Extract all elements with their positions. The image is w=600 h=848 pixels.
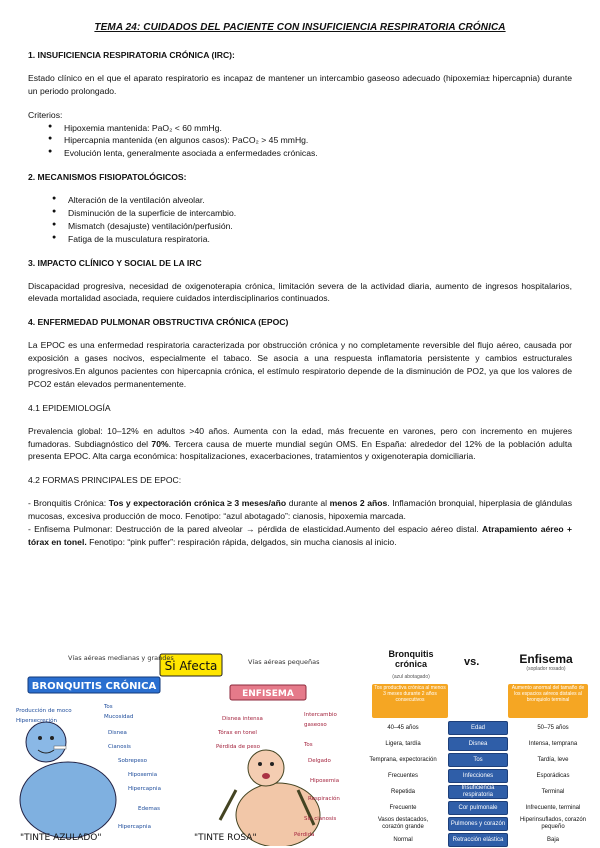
- section-heading-2: 2. MECANISMOS FISIOPATOLÓGICOS:: [28, 172, 187, 183]
- section-heading-4: 4. ENFERMEDAD PULMONAR OBSTRUCTIVA CRÓNICA (EPOC): [28, 317, 289, 328]
- blue-patient-figure: [20, 722, 116, 838]
- svg-text:Hipoxemia: Hipoxemia: [128, 772, 158, 778]
- enfisema-description: Aumento anormal del tamaño de los espacios aéreos distales al bronquiolo terminal: [508, 684, 588, 718]
- svg-text:Respiración: Respiración: [308, 796, 340, 802]
- comparison-row: [368, 816, 590, 832]
- comparison-cell: Terminal: [541, 788, 565, 795]
- comparison-row: [368, 784, 590, 800]
- comparison-row: [368, 720, 590, 736]
- comparison-cell: Infecciones: [448, 769, 508, 783]
- comparison-chart: [368, 648, 590, 848]
- comparison-row: [368, 768, 590, 784]
- comparison-cell: 50–75 años: [537, 724, 569, 731]
- list-item: ● Disminución de la superficie de intercambio.: [52, 207, 572, 220]
- comparison-cell: Esporádicas: [536, 772, 570, 779]
- list-item: ● Mismatch (desajuste) ventilación/perfusión.: [52, 220, 572, 233]
- criterios-label: Criterios:: [28, 109, 63, 120]
- list-item: ● Hipercapnia mantenida (en algunos casos): PaCO₂ > 45 mmHg.: [48, 134, 572, 147]
- comparison-cell: Temprana, expectoración: [369, 756, 437, 763]
- criterios-list: [48, 122, 572, 161]
- svg-text:gaseoso: gaseoso: [304, 722, 327, 728]
- svg-text:Intercambio: Intercambio: [304, 712, 337, 718]
- svg-text:Hipoxemia: Hipoxemia: [310, 778, 340, 784]
- vs-label: vs.: [464, 656, 480, 668]
- tinte-azulado-caption: "TINTE AZULADO": [20, 833, 102, 843]
- comparison-cell: Insuficiencia respiratoria: [448, 785, 508, 799]
- svg-text:Pérdida de peso: Pérdida de peso: [216, 744, 261, 750]
- svg-text:Producción de moco: Producción de moco: [16, 708, 72, 714]
- svg-text:Tórax en tonel: Tórax en tonel: [218, 730, 257, 736]
- bronquitis-label: BRONQUITIS CRÓNICA: [31, 681, 157, 692]
- enfisema-label: ENFISEMA: [242, 689, 294, 699]
- comparison-row: [368, 736, 590, 752]
- comparison-cell: Intensa, temprana: [528, 740, 578, 747]
- bronquitis-paragraph: - Bronquitis Crónica: Tos y expectoración crónica ≥ 3 meses/año durante al menos 2 años. Inflamación bronquial, hiperplasia de glándulas mucosas, excesiva producción de moco. Fenotipo: “azul abotagado”: cianosis, hipoxemia marcada.: [28, 498, 573, 522]
- comparison-cell: Edad: [448, 721, 508, 735]
- enfisema-paragraph: - Enfisema Pulmonar: Destrucción de la pared alveolar → pérdida de elasticidad.Aumento del espacio aéreo distal. Atrapamiento aéreo + tórax en tonel. Fenotipo: “pink puffer”: respiración rápida, delgados, sin mucha cianosis al inicio.: [28, 524, 572, 547]
- list-item: ● Fatiga de la musculatura respiratoria.: [52, 233, 572, 246]
- svg-text:Tos: Tos: [304, 742, 313, 748]
- list-item: ● Evolución lenta, generalmente asociada a enfermedades crónicas.: [48, 147, 572, 160]
- mecanismos-list: [52, 194, 572, 246]
- si-afecta-label: Si Afecta: [164, 659, 218, 673]
- comparison-cell: Infrecuente, terminal: [525, 804, 581, 811]
- comparison-cell: Tardía, leve: [537, 756, 569, 763]
- bronquitis-subtitle: (azul abotagado): [392, 674, 430, 680]
- comparison-row: [368, 800, 590, 816]
- section-4-paragraph: La EPOC es una enfermedad respiratoria caracterizada por obstrucción crónica y no completamente reversible del flujo aéreo, causada por exposición a gases nocivos, especialmente el tabaco. Se asocia a una respuesta inflamatoria persistente y cambios estructurales progresivos.En algunos pacientes con hipercapnia crónica, el estímulo respiratorio depende de la disminución de PO2, ya que los valores de PCO2 están elevados permanentemente.: [28, 340, 572, 389]
- svg-text:Sin cianosis: Sin cianosis: [304, 816, 337, 822]
- svg-text:Hipercapnia: Hipercapnia: [118, 824, 151, 830]
- list-item: ● Alteración de la ventilación alveolar.: [52, 194, 572, 207]
- svg-text:Disnea: Disnea: [108, 730, 127, 736]
- svg-text:Edemas: Edemas: [138, 806, 160, 812]
- comparison-cell: Normal: [393, 836, 413, 843]
- svg-text:Hipersecreción: Hipersecreción: [16, 718, 58, 724]
- section-heading-1: 1. INSUFICIENCIA RESPIRATORIA CRÓNICA (IRC):: [28, 50, 235, 60]
- list-item: ● Hipoxemia mantenida: PaO₂ < 60 mmHg.: [48, 122, 572, 135]
- svg-text:Disnea intensa: Disnea intensa: [222, 716, 263, 722]
- comparison-cell: 40–45 años: [387, 724, 419, 731]
- comparison-cell: Vasos destacados, corazón grande: [377, 817, 429, 830]
- enfisema-subtitle: (soplador rosado): [526, 666, 566, 672]
- page-title: TEMA 24: CUIDADOS DEL PACIENTE CON INSUFICIENCIA RESPIRATORIA CRÓNICA: [94, 22, 506, 33]
- svg-text:Delgado: Delgado: [308, 758, 331, 764]
- svg-text:Sobrepeso: Sobrepeso: [118, 758, 147, 764]
- comparison-cell: Hiperinsuflados, corazón pequeño: [519, 817, 587, 830]
- comparison-cell: Frecuente: [389, 804, 417, 811]
- figures-row: [0, 648, 600, 848]
- bronquitis-description: Tos productiva crónica al menos 3 meses durante 2 años consecutivos: [372, 684, 448, 718]
- svg-text:Hipercapnia: Hipercapnia: [128, 786, 161, 792]
- comparison-row: [368, 752, 590, 768]
- comparison-cell: Retracción elástica: [448, 833, 508, 847]
- vias-aereas-pequenas-note: Vías aéreas pequeñas: [248, 658, 320, 666]
- enfisema-header: Enfisema: [519, 652, 573, 666]
- bronquitis-header: Bronquitis crónica: [388, 649, 434, 669]
- subsection-heading-epidemiologia: 4.1 EPIDEMIOLOGÍA: [28, 402, 111, 413]
- svg-text:Tos: Tos: [104, 704, 113, 710]
- subsection-heading-formas: 4.2 FORMAS PRINCIPALES DE EPOC:: [28, 475, 182, 486]
- section-heading-3: 3. IMPACTO CLÍNICO Y SOCIAL DE LA IRC: [28, 257, 202, 268]
- comparison-cell: Repetida: [390, 788, 416, 795]
- comparison-cell: Tos: [448, 753, 508, 767]
- svg-text:Pérdida: Pérdida: [294, 832, 315, 838]
- comparison-cell: Disnea: [448, 737, 508, 751]
- comparison-cell: Cor pulmonale: [448, 801, 508, 815]
- section-1-paragraph: Estado clínico en el que el aparato respiratorio es incapaz de mantener un intercambio gaseoso adecuado (hipoxemia± hipercapnia) durante un periodo prolongado.: [28, 72, 572, 96]
- comparison-cell: Pulmones y corazón: [448, 817, 508, 831]
- comparison-cell: Baja: [546, 836, 559, 843]
- svg-text:Mucosidad: Mucosidad: [104, 714, 134, 720]
- svg-text:Cianosis: Cianosis: [108, 744, 131, 750]
- comparison-cell: Ligera, tardía: [385, 740, 421, 747]
- section-3-paragraph: Discapacidad progresiva, necesidad de oxigenoterapia crónica, limitación severa de la actividad diaria, aumento de ingresos hospitalarios, elevada mortalidad asociada, requiere cuidados interdisciplinarios continuados.: [28, 280, 572, 304]
- comparison-cell: Frecuentes: [387, 772, 418, 779]
- vias-aereas-medianas-note: Vías aéreas medianas y grandes: [68, 654, 174, 662]
- hand-drawn-illustration: [8, 650, 353, 846]
- epidemiologia-paragraph: Prevalencia global: 10–12% en adultos >40 años. Aumenta con la edad, más frecuente en varones, pero con incremento en mujeres fumadoras. Subdiagnóstico del 70%. Tercera causa de muerte mundial según OMS. En España: alrededor del 12% de la población adulta presenta EPOC. Alta carga económica: hospitalizaciones, exacerbaciones, tratamientos y oxigenoterapia domiciliaria.: [28, 425, 573, 462]
- comparison-row: [368, 832, 590, 848]
- tinte-rosa-caption: "TINTE ROSA": [194, 833, 257, 843]
